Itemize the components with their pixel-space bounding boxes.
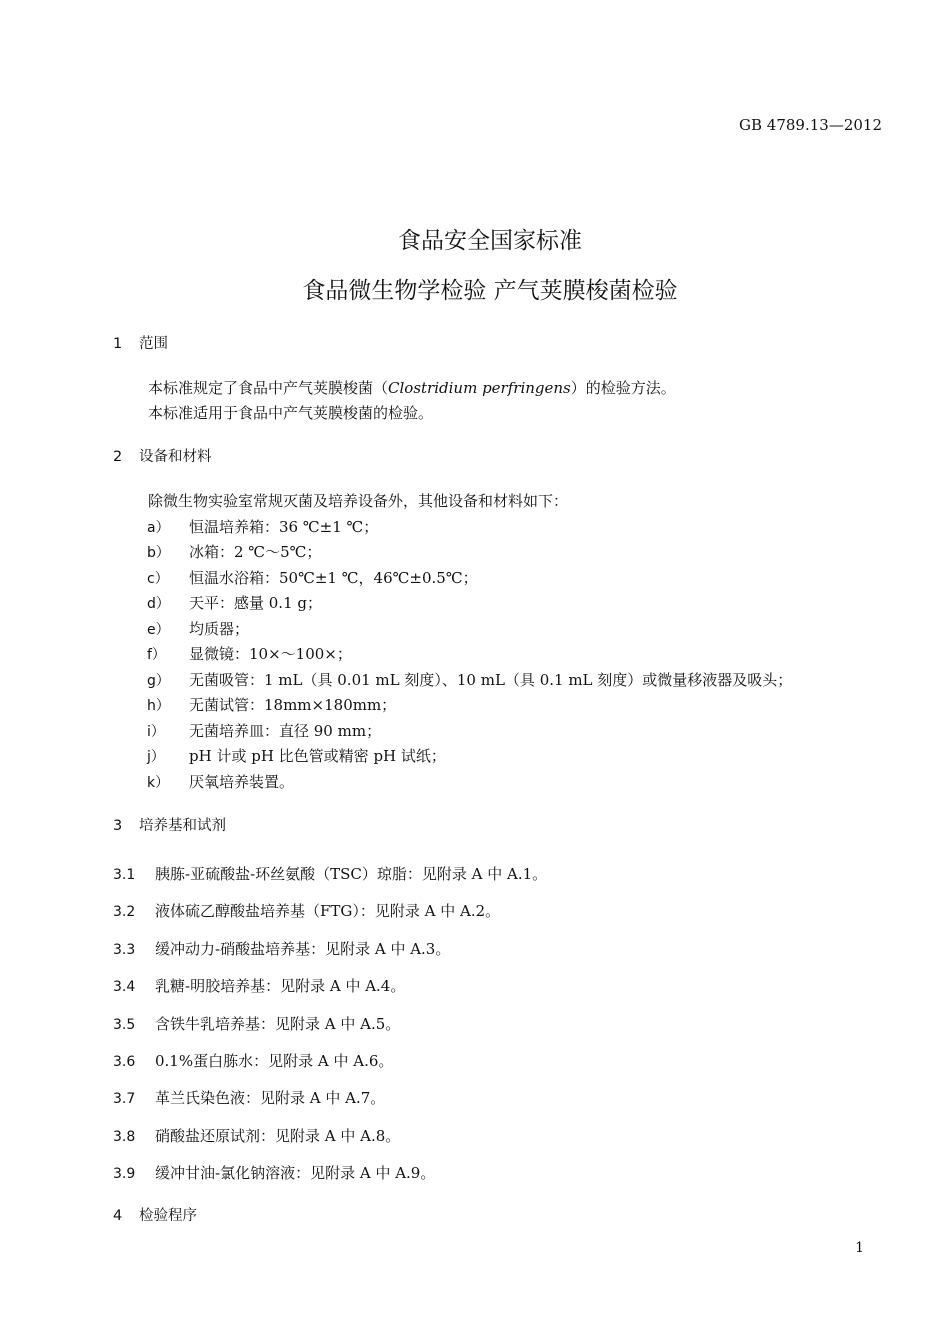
list-item xyxy=(147,694,396,715)
list-item xyxy=(147,745,446,766)
list-item xyxy=(147,771,294,792)
list-text: 恒温水浴箱：50℃±1 ℃，46℃±0.5℃； xyxy=(189,569,478,587)
subclause-number: 3.1 xyxy=(113,867,136,883)
subclause-text: 含铁牛乳培养基：见附录 A 中 A.5。 xyxy=(155,1015,401,1033)
list-label: k） xyxy=(147,775,170,791)
list-label: h） xyxy=(147,698,170,714)
scope-paragraph-2: 本标准适用于食品中产气荚膜梭菌的检验。 xyxy=(148,404,434,422)
list-label: f） xyxy=(147,647,166,663)
list-text: 无菌吸管：1 mL（具 0.01 mL 刻度）、10 mL（具 0.1 mL 刻度）或微量移液器及吸头； xyxy=(189,671,793,689)
subclause-text: 缓冲动力-硝酸盐培养基：见附录 A 中 A.3。 xyxy=(155,940,451,958)
standard-code: GB 4789.13—2012 xyxy=(739,116,882,134)
section-title: 范围 xyxy=(139,336,168,352)
list-text: 无菌试管：18mm×180mm； xyxy=(189,696,397,714)
list-text: pH 计或 pH 比色管或精密 pH 试纸； xyxy=(189,747,446,765)
subclause xyxy=(113,975,405,996)
section-number: 4 xyxy=(113,1208,123,1224)
subclause xyxy=(113,1162,435,1183)
section-title: 培养基和试剂 xyxy=(139,818,226,834)
subclause-text: 缓冲甘油-氯化钠溶液：见附录 A 中 A.9。 xyxy=(155,1164,436,1182)
subclause-number: 3.4 xyxy=(113,979,136,995)
list-item xyxy=(147,516,378,537)
subclause xyxy=(113,938,450,959)
subclause xyxy=(113,1087,385,1108)
list-label: d） xyxy=(147,596,170,612)
section-number: 3 xyxy=(113,818,123,834)
list-item xyxy=(147,541,321,562)
subclause-text: 0.1%蛋白胨水：见附录 A 中 A.6。 xyxy=(155,1052,394,1070)
list-label: i） xyxy=(147,724,165,740)
list-text: 恒温培养箱：36 ℃±1 ℃； xyxy=(189,518,379,536)
list-item xyxy=(147,567,478,588)
subclause-number: 3.5 xyxy=(113,1017,136,1033)
section-title: 检验程序 xyxy=(139,1208,197,1224)
subclause xyxy=(113,900,500,921)
subclause-number: 3.2 xyxy=(113,904,136,920)
section-title: 设备和材料 xyxy=(139,449,212,465)
subclause xyxy=(113,863,547,884)
list-item xyxy=(147,643,352,664)
subclause-number: 3.6 xyxy=(113,1054,136,1070)
subclause-text: 乳糖-明胶培养基：见附录 A 中 A.4。 xyxy=(155,977,406,995)
list-label: b） xyxy=(147,545,170,561)
scope-paragraph-1 xyxy=(148,377,676,398)
list-item xyxy=(147,592,322,613)
subclause-number: 3.7 xyxy=(113,1091,136,1107)
list-label: e） xyxy=(147,622,170,638)
list-item xyxy=(147,618,249,639)
list-text: 冰箱：2 ℃～5℃； xyxy=(189,543,322,561)
list-text: 显微镜：10×～100×； xyxy=(189,645,352,663)
subclause-text: 革兰氏染色液：见附录 A 中 A.7。 xyxy=(155,1089,386,1107)
list-item xyxy=(147,669,792,690)
subclause-number: 3.3 xyxy=(113,942,136,958)
subclause-text: 液体硫乙醇酸盐培养基（FTG）：见附录 A 中 A.2。 xyxy=(155,902,501,920)
subclause xyxy=(113,1125,400,1146)
list-item xyxy=(147,720,381,741)
section-heading-equipment xyxy=(113,445,212,466)
subclause-text: 胰胨-亚硫酸盐-环丝氨酸（TSC）琼脂：见附录 A 中 A.1。 xyxy=(155,865,548,883)
section-number: 2 xyxy=(113,449,123,465)
page-number: 1 xyxy=(855,1240,864,1256)
species-name: Clostridium perfringens xyxy=(388,379,571,397)
scope-text-end: ）的检验方法。 xyxy=(570,379,676,397)
section-number: 1 xyxy=(113,336,123,352)
subclause xyxy=(113,1050,393,1071)
document-subtitle: 食品微生物学检验 产气荚膜梭菌检验 xyxy=(302,278,678,304)
list-text: 厌氧培养装置。 xyxy=(189,773,295,791)
list-label: a） xyxy=(147,520,170,536)
list-text: 天平：感量 0.1 g； xyxy=(189,594,322,612)
list-label: g） xyxy=(147,673,170,689)
equipment-intro: 除微生物实验室常规灭菌及培养设备外，其他设备和材料如下： xyxy=(148,492,569,510)
document-title: 食品安全国家标准 xyxy=(398,228,582,254)
list-text: 无菌培养皿：直径 90 mm； xyxy=(189,722,382,740)
list-text: 均质器； xyxy=(189,620,250,638)
list-label: c） xyxy=(147,571,169,587)
section-heading-scope xyxy=(113,332,168,353)
subclause-number: 3.9 xyxy=(113,1166,136,1182)
list-label: j） xyxy=(147,749,165,765)
section-heading-procedure xyxy=(113,1204,197,1225)
section-heading-media xyxy=(113,814,226,835)
subclause-text: 硝酸盐还原试剂：见附录 A 中 A.8。 xyxy=(155,1127,401,1145)
subclause xyxy=(113,1013,400,1034)
subclause-number: 3.8 xyxy=(113,1129,136,1145)
scope-text: 本标准规定了食品中产气荚膜梭菌（ xyxy=(148,379,389,397)
